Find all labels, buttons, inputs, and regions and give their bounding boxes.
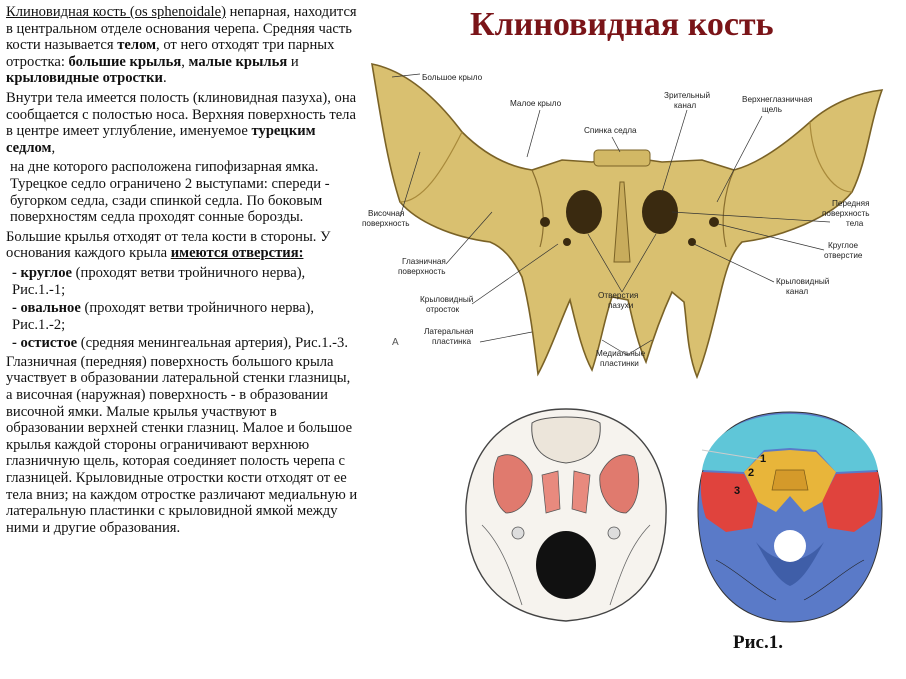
page-title: Клиновидная кость <box>470 6 774 43</box>
figure-caption: Рис.1. <box>733 632 783 653</box>
label-greater-wing: Большое крыло <box>422 73 483 82</box>
skull-inferior-view <box>462 405 670 625</box>
paragraph-greater-wings: Большие крылья отходят от тела кости в стороны. У основания каждого крыла имеются отверстия: <box>6 228 331 262</box>
label-sinus-openings-2: пазухи <box>608 301 634 310</box>
label-lateral-plate-2: пластинка <box>432 337 472 346</box>
label-anterior-2: поверхность <box>822 209 870 218</box>
label-round-2: отверстие <box>824 251 863 260</box>
label-medial-plates-2: пластинки <box>600 359 639 368</box>
skull-base-colored <box>696 410 884 625</box>
label-medial-plates-1: Медиальные <box>596 349 646 358</box>
label-anterior-3: тела <box>846 219 864 228</box>
label-temporal-2: поверхность <box>362 219 410 228</box>
label-optic-canal-2: канал <box>674 101 697 110</box>
paragraph-sella: на дне которого расположена гипофизарная ямка. Турецкое седло ограничено 2 выступами: спереди - бугорком седла, сзади спинкой седла. По боковым поверхностям седла проходят сонные борозды. <box>10 159 330 226</box>
panel-letter: А <box>392 337 399 348</box>
label-pterygoid-process-2: отросток <box>426 305 460 314</box>
label-lesser-wing: Малое крыло <box>510 99 562 108</box>
label-round-1: Круглое <box>828 241 859 250</box>
label-sinus-openings-1: Отверстия <box>598 291 639 300</box>
label-orbital-2: поверхность <box>398 267 446 276</box>
label-pterygoid-process-1: Крыловидный <box>420 295 474 304</box>
label-dorsum-sellae: Спинка седла <box>584 126 637 135</box>
marker-2: 2 <box>748 467 755 479</box>
description-text <box>6 4 358 539</box>
list-item-oval: - овальное (проходят ветви тройничного нерва), Рис.1.-2; <box>12 300 315 333</box>
sphenoid-figure <box>362 52 902 392</box>
label-pterygoid-canal-2: канал <box>786 287 809 296</box>
term-sphenoid: Клиновидная кость (os sphenoidale) <box>6 4 226 20</box>
marker-3: 3 <box>734 485 741 497</box>
label-sup-orbital-1: Верхнеглазничная <box>742 95 813 104</box>
label-temporal-1: Височная <box>368 209 405 218</box>
list-item-spinous: - остистое (средняя менингеальная артерия), Рис.1.-3. <box>12 335 348 352</box>
label-optic-canal-1: Зрительный <box>664 91 711 100</box>
label-sup-orbital-2: щель <box>762 105 782 114</box>
label-orbital-1: Глазничная <box>402 257 446 266</box>
list-item-round: - круглое (проходят ветви тройничного нерва), Рис.1.-1; <box>12 264 306 298</box>
label-lateral-plate-1: Латеральная <box>424 327 474 336</box>
marker-1: 1 <box>760 453 767 465</box>
paragraph-body: Внутри тела имеется полость (клиновидная пазуха), она сообщается с полостью носа. Верхняя поверхность тела в центре имеет углубление, именуемое турецким седлом, <box>6 89 357 156</box>
label-anterior-1: Передняя <box>832 199 870 208</box>
paragraph-intro: Клиновидная кость (os sphenoidale) непарная, находится в центральном отделе основания черепа. Средняя часть кости называется телом, от него отходят три парных отростка: большие крылья, малые крылья и крыловидные отростки. <box>6 4 357 87</box>
paragraph-surfaces: Глазничная (передняя) поверхность большого крыла участвует в образовании латеральной стенки глазницы, а височная (наружная) поверхность - в образовании височной ямки. Малые крылья участвуют в образовании верхней стенки глазниц. Малое и большое крылья каждой стороны ограничивают верхнюю глазничную щель, которая соединяет полость черепа с глазницей. Крыловидные отростки кости отходят от ее тела вниз; на каждом отростке различают медиальную и латеральную пластинки с крыловидной ямкой между ними и другие образования. <box>6 353 358 536</box>
label-pterygoid-canal-1: Крыловидный <box>776 277 830 286</box>
